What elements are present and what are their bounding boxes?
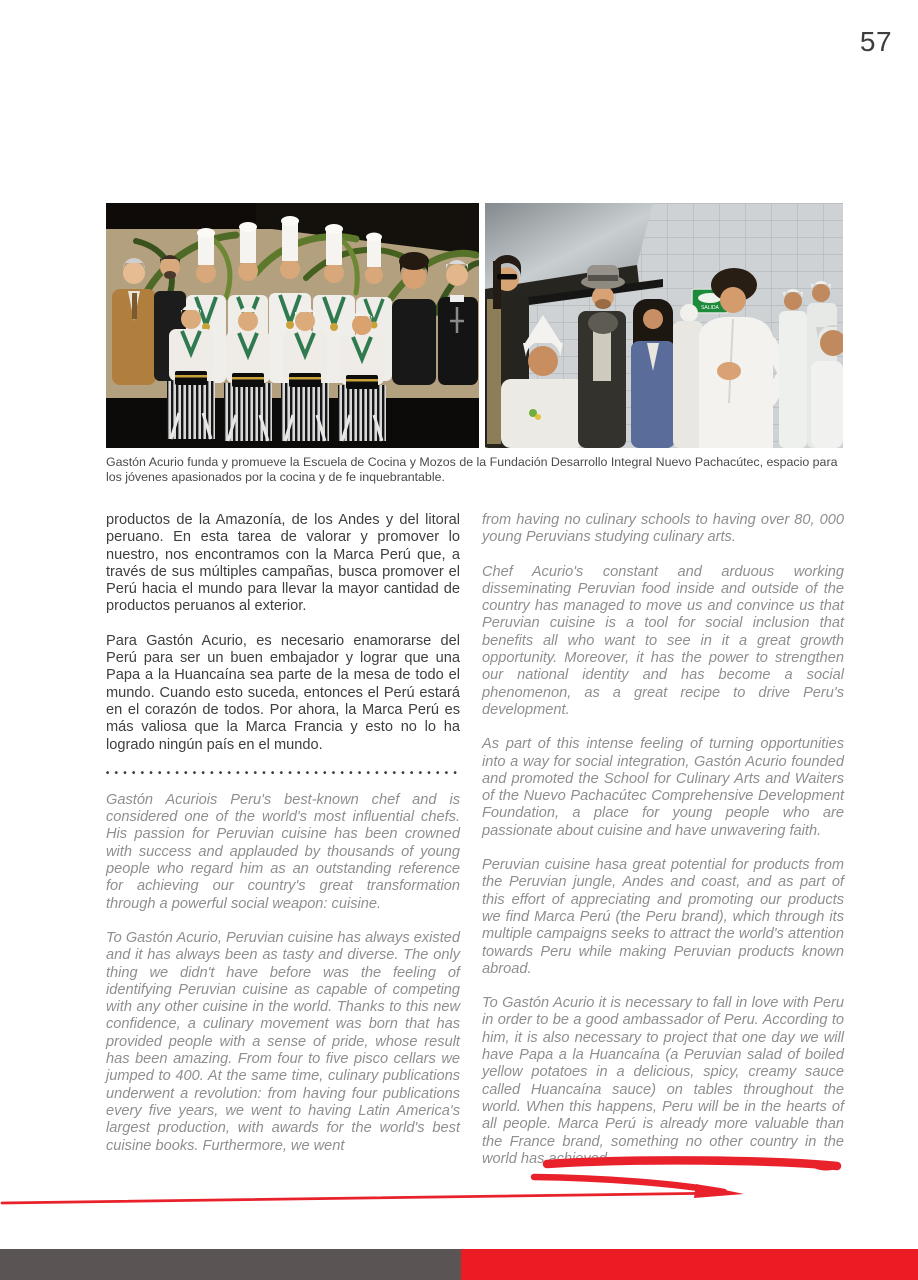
- paragraph-es-2: Para Gastón Acurio, es necesario enamorarse del Perú para ser un buen embajador y lograr que una Papa a la Huancaína sea parte de la mesa de todo el mundo. Cuando esto suceda, entonces el Perú estará en el corazón de todos. Por ahora, la Marca Perú es más valiosa que la Marca Francia y esto no lo ha logrado ningún país en el mundo.: [106, 632, 460, 753]
- paragraph-en-6: Peruvian cuisine hasa great potential for products from the Peruvian jungle, Andes and coast, and as part of this effort of appreciating and promoting our products we find Marca Perú (the Peru brand), which through its multiple campaigns seeks to attract the world's attention towards Peru while making Peruvian products known abroad.: [482, 857, 844, 977]
- paragraph-en-4: Chef Acurio's constant and arduous working disseminating Peruvian food inside and outside of the country has managed to move us and convince us that Peruvian cuisine is a tool for social inclusion that benefits all who want to see in it a great growth opportunity. Moreover, it has the power to strengthen our national identity and has become a social phenomenon, as a great recipe to drive Peru's development.: [482, 563, 844, 718]
- dotted-divider: [106, 771, 460, 775]
- kitchen-visit-photo: [485, 203, 843, 448]
- footer-red-bar: [461, 1249, 918, 1280]
- paragraph-en-5: As part of this intense feeling of turning opportunities into a way for social integration, Gastón Acurio founded and promoted the School for Culinary Arts and Waiters of the Nuevo Pachacútec Comprehensive Development Foundation, a place for young people who are passionate about cuisine and have unwavering faith.: [482, 736, 844, 839]
- chefs-group-photo: [106, 203, 479, 448]
- photo-caption: Gastón Acurio funda y promueve la Escuela de Cocina y Mozos de la Fundación Desarrollo Integral Nuevo Pachacútec, espacio para los jóvenes apasionados por la cocina y de fe inquebrantable.: [106, 455, 838, 485]
- footer-gray-bar: [0, 1249, 461, 1280]
- right-column: [482, 512, 844, 1185]
- exit-sign-label: SALIDA: [701, 305, 719, 311]
- red-scribble-decoration: [0, 1150, 918, 1212]
- culinary-students: [779, 281, 843, 448]
- background-chef: [673, 304, 703, 448]
- paragraph-en-7: To Gastón Acurio it is necessary to fall in love with Peru in order to be a good ambassador of Peru. According to him, it is also necessary to project that one day we will have Papa a la Huancaína (a Peruvian salad of boiled yellow potatoes in a delicious, spicy, creamy sauce called Huancaína sauce) on tables throughout the world. When this happens, Peru will be in the hearts of all people. Marca Perú is already more valuable than the France brand, something no other country in the world has achieved.: [482, 995, 844, 1167]
- paragraph-en-2: To Gastón Acurio, Peruvian cuisine has always existed and it has always been as tasty and diverse. The only thing we didn't have before was the feeling of identifying Peruvian cuisine as capable of competing with any other cuisine in the world. Thanks to this new confidence, a culinary movement was born that has provided people with a sense of pride, whose result has been amazing. From four to five pisco cellars we jumped to 400. At the same time, culinary publications underwent a revolution: from having four publications every five years, we went to having Latin America's largest production, with awards for the world's best cuisine books. Furthermore, we went: [106, 929, 460, 1154]
- woman-in-denim: [631, 299, 675, 448]
- page-number: 57: [859, 26, 893, 57]
- photo-strip: [106, 203, 843, 448]
- left-column: [106, 512, 460, 1172]
- paragraph-es-1: productos de la Amazonía, de los Andes y del litoral peruano. En esta tarea de valorar y promover lo nuestro, nos encontramos con la Marca Perú que, a través de sus múltiples campañas, busca promover el Perú hacia el mundo para llevar la mayor cantidad de productos peruanos al exterior.: [106, 512, 460, 615]
- paragraph-en-3: from having no culinary schools to having over 80, 000 young Peruvians studying culinary arts.: [482, 512, 844, 546]
- paragraph-en-1: Gastón Acuriois Peru's best-known chef and is considered one of the world's most influential chefs. His passion for Peruvian cuisine has been crowned with success and applauded by thousands of young people who regard him as an outstanding reference for achieving our country's great transformation through a powerful social weapon: cuisine.: [106, 791, 460, 912]
